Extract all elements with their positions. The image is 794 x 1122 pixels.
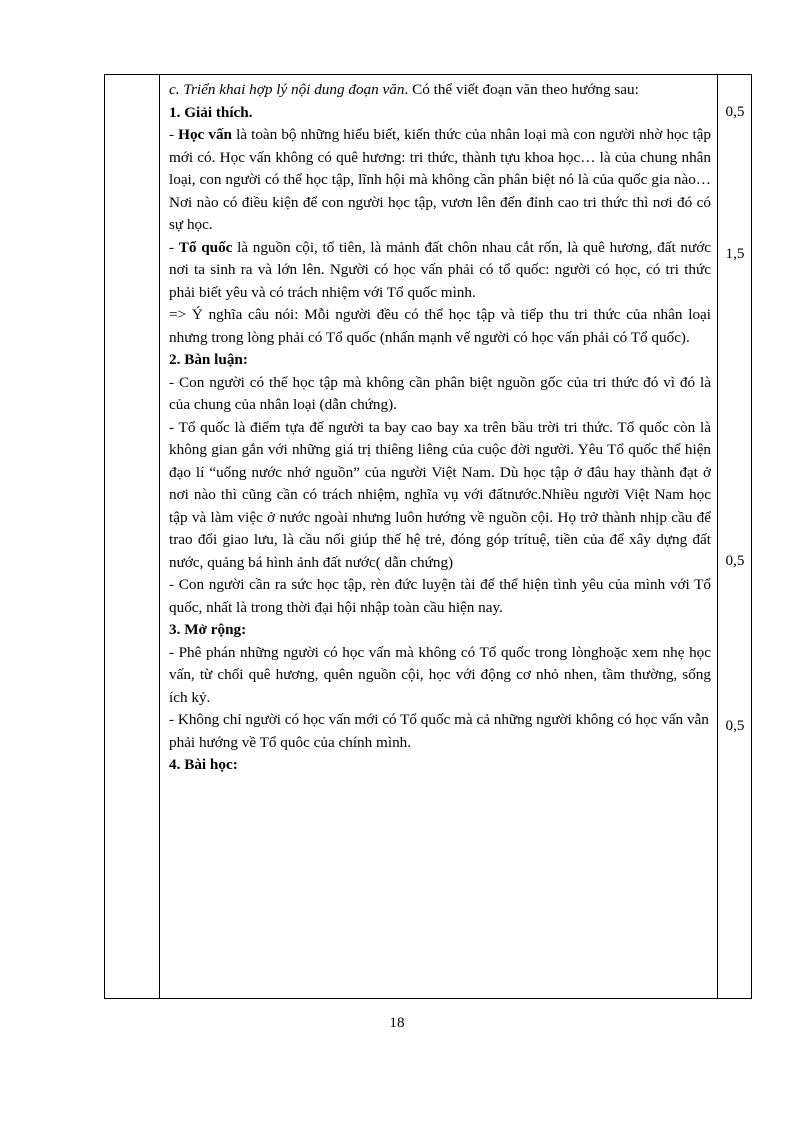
intro-line (169, 79, 711, 102)
section1-meaning: => Ý nghĩa câu nói: Mỗi người đều có thể học tập và tiếp thu tri thức của nhân loại nhưng trong lòng phải có Tổ quốc (nhấn mạnh vế người có học vấn phải có Tổ quốc). (169, 306, 711, 346)
section1-paragraph-hoc-van: - Học vấn là toàn bộ những hiểu biết, kiến thức của nhân loại mà con người nhờ học tập mới có. Học vấn không có quê hương: tri thức, thành tựu khoa học… là của chung nhân loại, con người có thể học tập, lĩnh hội mà không cần phân biệt nó là của quốc gia nào…Nơi nào có điều kiện để con người học tập, vươn lên đến đỉnh cao tri thức thì nơi đó có sự học. (169, 126, 711, 233)
score-giai-thich: 1,5 (725, 245, 745, 262)
section1-heading: 1. Giải thích. (169, 103, 253, 121)
column-divider-left (159, 75, 160, 998)
section3-paragraph-1: - Phê phán những người có học vấn mà không có Tổ quốc trong lònghoặc xem nhẹ học vấn, từ chối quê hương, quên nguồn cội, học với động cơ nhỏ nhen, tầm thường, sống ích kỷ. (169, 643, 711, 706)
intro-italic: c. Triển khai hợp lý nội dung đoạn văn (169, 81, 405, 98)
intro-rest: . Có thể viết đoạn văn theo hướng sau: (404, 81, 639, 98)
section2-paragraph-3: - Con người cần ra sức học tập, rèn đức luyện tài để thể hiện tình yêu của mình với Tổ quốc, nhất là trong thời đại hội nhập toàn cầu hiện nay. (169, 576, 711, 616)
section3-paragraph-2: - Không chỉ người có học vấn mới có Tổ quốc mà cả những người không có học vấn vẫn phải hướng về Tổ quôc của chính mình. (169, 711, 709, 751)
term-to-quoc: Tổ quốc (178, 238, 233, 256)
definition-to-quoc: là nguồn cội, tổ tiên, là mảnh đất chôn nhau cắt rốn, là quê hương, đất nước nơi ta sinh ra và lớn lên. Người có học vấn phải có tổ quốc: người có học, có tri thức phải biết yêu và có trách nhiệm với Tổ quốc mình. (169, 238, 712, 301)
score-ban-luan-1: 0,5 (725, 552, 745, 569)
answer-content (169, 79, 711, 777)
section3-heading: 3. Mở rộng: (169, 621, 247, 638)
term-hoc-van: Học vấn (178, 126, 232, 143)
column-divider-right (717, 75, 718, 998)
score-ban-luan-2: 0,5 (725, 717, 745, 734)
score-intro: 0,5 (725, 103, 745, 120)
section1-paragraph-to-quoc: - Tổ quốc là nguồn cội, tổ tiên, là mảnh đất chôn nhau cắt rốn, là quê hương, đất nước nơi ta sinh ra và lớn lên. Người có học vấn phải có tổ quốc: người có học, có tri thức phải biết yêu và có trách nhiệm với Tổ quốc mình. (169, 238, 712, 301)
section2-paragraph-1: - Con người có thể học tập mà không cần phân biệt nguồn gốc của tri thức đó vì đó là của chung của nhân loại (dẫn chứng). (169, 373, 711, 413)
answer-table (104, 74, 752, 999)
section4-heading: 4. Bài học: (169, 756, 238, 773)
page-number: 18 (389, 1014, 405, 1031)
section2-paragraph-2: - Tổ quốc là điểm tựa để người ta bay cao bay xa trên bầu trời tri thức. Tổ quốc còn là không gian gắn với những giá trị thiêng liêng của cuộc đời người. Yêu Tổ quốc thể hiện đạo lí “uống nước nhớ nguồn” của người Việt Nam. Dù học tập ở đâu hay thành đạt ở nơi nào thì cũng cần có trách nhiệm, nghĩa vụ với đấtnước.Nhiều người Việt Nam học tập và làm việc ở nước ngoài nhưng luôn hướng về nguồn cội. Họ trở thành nhịp cầu để trao đổi giao lưu, là cầu nối giúp thế hệ trẻ, đóng góp trítuệ, tiền của để xây dựng đất nước, quảng bá hình ảnh đất nước( dẫn chứng) (169, 418, 711, 571)
definition-hoc-van: là toàn bộ những hiểu biết, kiến thức của nhân loại mà con người nhờ học tập mới có. Học vấn không có quê hương: tri thức, thành tựu khoa học… là của chung nhân loại, con người có thể học tập, lĩnh hội mà không cần phân biệt nó là của quốc gia nào…Nơi nào có điều kiện để con người học tập, vươn lên đến đỉnh cao tri thức thì nơi đó có sự học. (169, 126, 711, 233)
section2-heading: 2. Bàn luận: (169, 351, 248, 368)
